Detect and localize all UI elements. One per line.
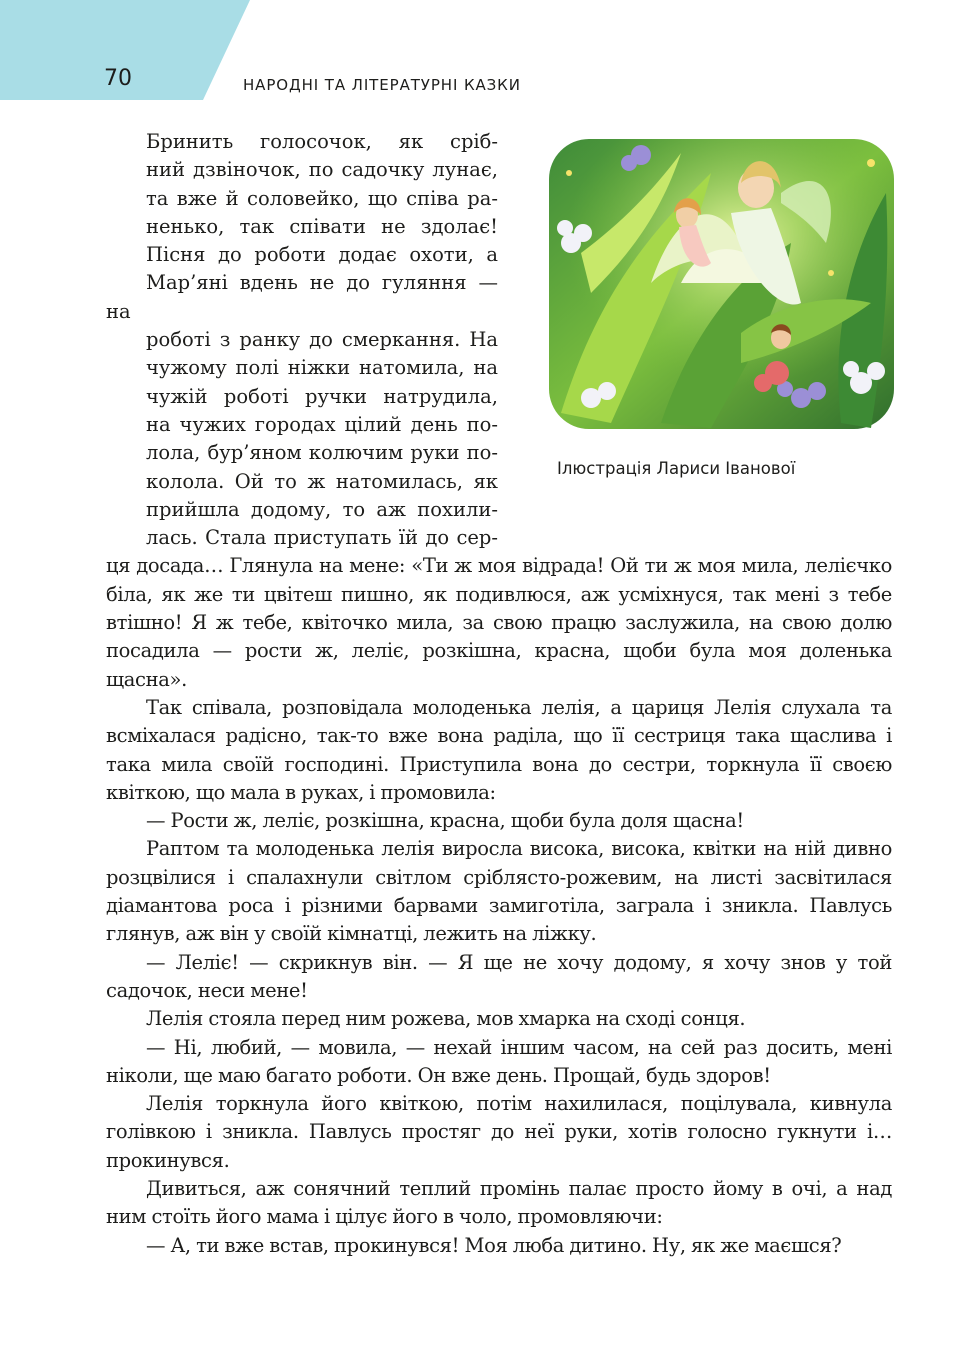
story-text — [106, 128, 892, 1260]
text-line: лола, бур’яном колючим руки по- — [146, 441, 498, 465]
text-line: Пісня до роботи додає охоти, а — [146, 243, 498, 267]
paragraph: Раптом та молоденька лелія виросла висока, висока, квітки на ній дивно розцвілися і спалахнули світлом сріблясто-рожевим, на листі засвітилася діамантова роса і різними барвами замиготіла, заграла і зникла. Павлусь глянув, аж він у своїй кімнатці, лежить на ліжку. — [106, 837, 892, 946]
paragraph — [106, 128, 498, 552]
paragraph: Так співала, розповідала молоденька лелія, а цариця Лелія слухала та всміхалася радісно, так-то вже вона раділа, що її сестриця така щаслива і така мила своїй господині. Приступила вона до сестри, торкнула її своєю квіткою, що мала в руках, і промовила: — [106, 695, 892, 804]
running-head: НАРОДНІ ТА ЛІТЕРАТУРНІ КАЗКИ — [243, 76, 521, 94]
text-line: прийшла додому, то аж похили- — [146, 497, 498, 521]
text-line: чужому полі ніжки натомила, на — [146, 356, 498, 380]
page-number: 70 — [104, 66, 132, 91]
text-line: ненько, так співати не здолає! — [146, 214, 498, 238]
text-line: лась. Стала приступать їй до сер- — [146, 526, 498, 550]
paragraph: — Леліє! — скрикнув він. — Я ще не хочу додому, я хочу знов у той садочок, неси мене! — [106, 950, 892, 1002]
paragraph: Дивиться, аж сонячний теплий промінь палає просто йому в очі, а над ним стоїть його мама і цілує його в чоло, промовляючи: — [106, 1176, 892, 1229]
text-line: колола. Ой то ж натомилась, як — [146, 469, 498, 493]
paragraph: — А, ти вже встав, прокинувся! Моя люба дитино. Ну, як же маєшся? — [146, 1233, 842, 1257]
text-line: роботі з ранку до смеркання. На — [146, 328, 498, 352]
text-line: та вже й соловейко, що співа ра- — [146, 186, 498, 210]
text-line: ний дзвіночок, по садочку лунає, — [146, 158, 498, 182]
paragraph: Лелія торкнула його квіткою, потім нахилилася, поцілувала, кивнула голівкою і зникла. Павлусь простяг до неї руки, хотів голосно гукнути і… прокинувся. — [106, 1092, 892, 1172]
text-line: чужій роботі ручки натрудила, — [146, 384, 498, 408]
paragraph: — Рости ж, леліє, розкішна, красна, щоби була доля щасна! — [146, 809, 744, 833]
text-line: Мар’яні вдень не до гуляння — на — [106, 271, 498, 323]
paragraph-continuation: ця досада… Глянула на мене: «Ти ж моя відрада! Ой ти ж моя мила, лелієчко біла, як же ти цвітеш пишно, як подивлюся, аж усміхнуся, так мені з тебе втішно! Я ж тебе, квіточко мила, за свою працю заслужила, на свою долю посадила — рости ж, леліє, розкішна, красна, щоби була моя доленька щасна». — [106, 554, 892, 691]
text-line: Бринить голосочок, як сріб- — [146, 130, 498, 153]
illustration-caption: Ілюстрація Лариси Іванової — [557, 459, 796, 478]
text-line: на чужих городах цілий день по- — [146, 412, 498, 436]
paragraph: — Ні, любий, — мовила, — нехай іншим часом, на сей раз досить, мені ніколи, ще маю багато роботи. Он вже день. Прощай, будь здоров! — [106, 1035, 892, 1087]
paragraph: Лелія стояла перед ним рожева, мов хмарка на сході сонця. — [146, 1007, 746, 1031]
